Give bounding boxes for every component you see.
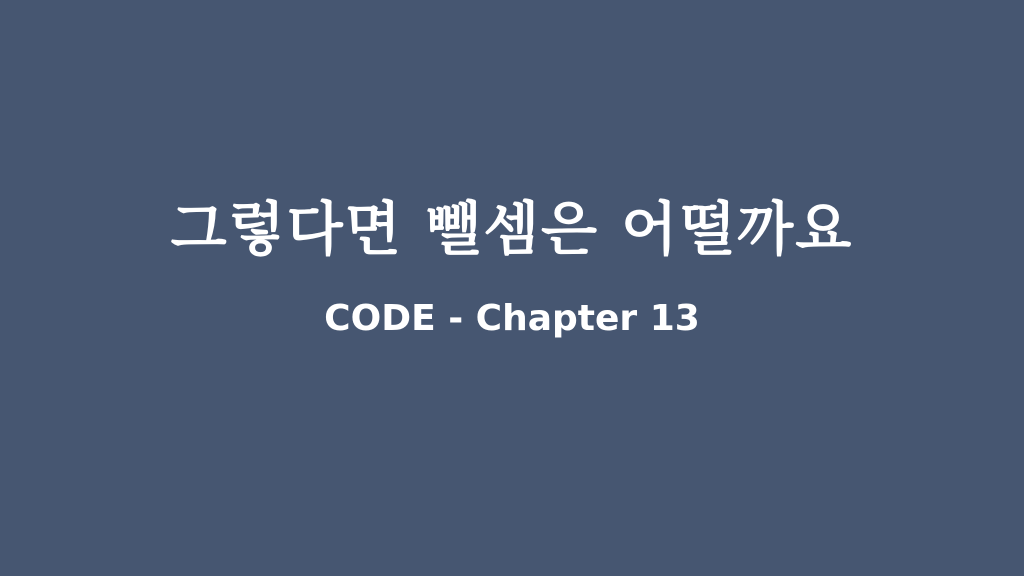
- slide-title: 그렇다면 뺄셈은 어떨까요: [170, 195, 854, 263]
- slide-subtitle: CODE - Chapter 13: [324, 298, 700, 339]
